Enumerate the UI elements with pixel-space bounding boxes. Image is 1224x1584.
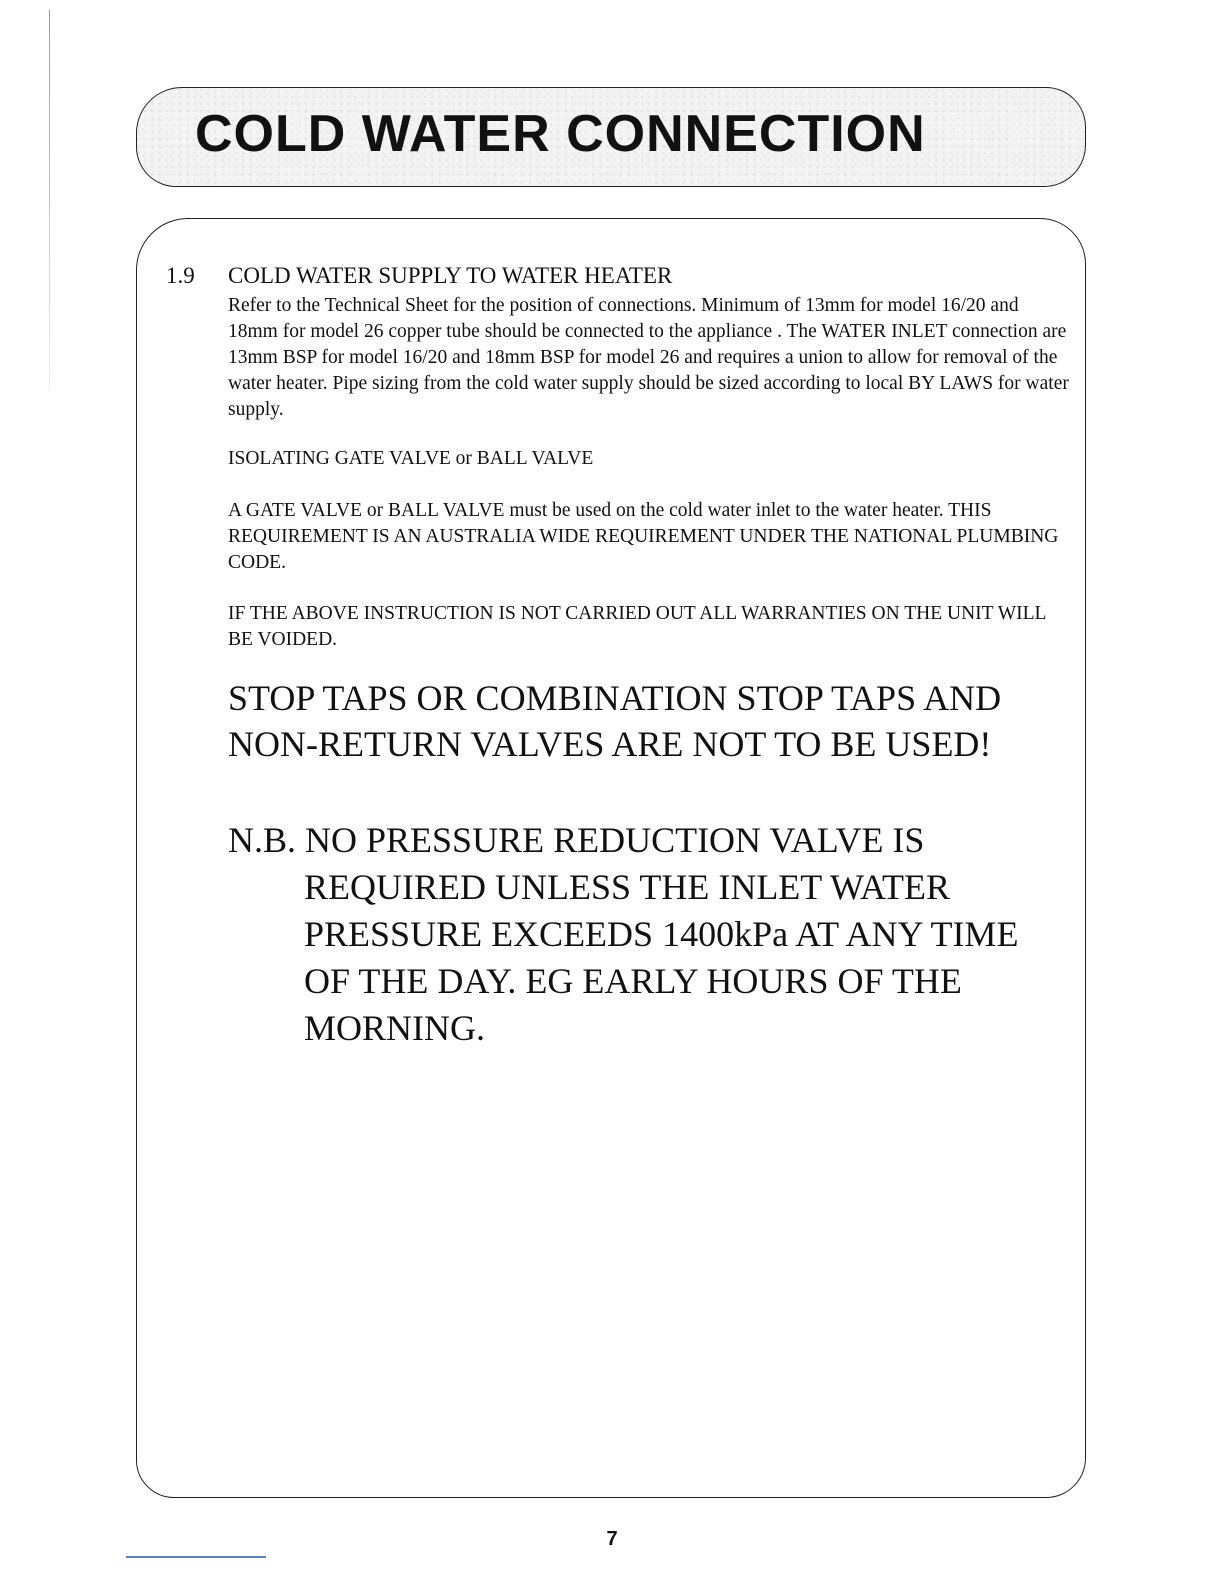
intro-paragraph: Refer to the Technical Sheet for the position of connections. Minimum of 13mm for model 16/20 and 18mm for model 26 copper tube should be connected to the appliance . The WATER INLET connection are 13mm BSP for model 16/20 and 18mm BSP for model 26 and requires a union to allow for removal of the water heater. Pipe sizing from the cold water supply should be sized according to local BY LAWS for water supply.	[228, 295, 1069, 420]
stop-taps-warning: STOP TAPS OR COMBINATION STOP TAPS AND NON-RETURN VALVES ARE NOT TO BE USED!	[228, 678, 1002, 764]
warranty-notice: IF THE ABOVE INSTRUCTION IS NOT CARRIED OUT ALL WARRANTIES ON THE UNIT WILL BE VOIDED.	[228, 603, 1046, 650]
title-banner	[136, 87, 1086, 187]
section-heading: COLD WATER SUPPLY TO WATER HEATER	[228, 263, 673, 288]
page-title: COLD WATER CONNECTION	[195, 105, 926, 163]
pressure-reduction-note: N.B. NO PRESSURE REDUCTION VALVE IS REQUIRED UNLESS THE INLET WATER PRESSURE EXCEEDS 1400kPa AT ANY TIME OF THE DAY. EG EARLY HOURS OF THE MORNING.	[228, 820, 1019, 1048]
gate-valve-requirement: A GATE VALVE or BALL VALVE must be used on the cold water inlet to the water heater. THIS REQUIREMENT IS AN AUSTRALIA WIDE REQUIREMENT UNDER THE NATIONAL PLUMBING CODE.	[228, 500, 1059, 573]
page-number: 7	[606, 1528, 618, 1550]
binding-edge-line	[49, 10, 50, 390]
isolating-valve-heading: ISOLATING GATE VALVE or BALL VALVE	[228, 448, 594, 469]
footnote-rule	[126, 1556, 266, 1558]
section-number: 1.9	[166, 263, 195, 288]
